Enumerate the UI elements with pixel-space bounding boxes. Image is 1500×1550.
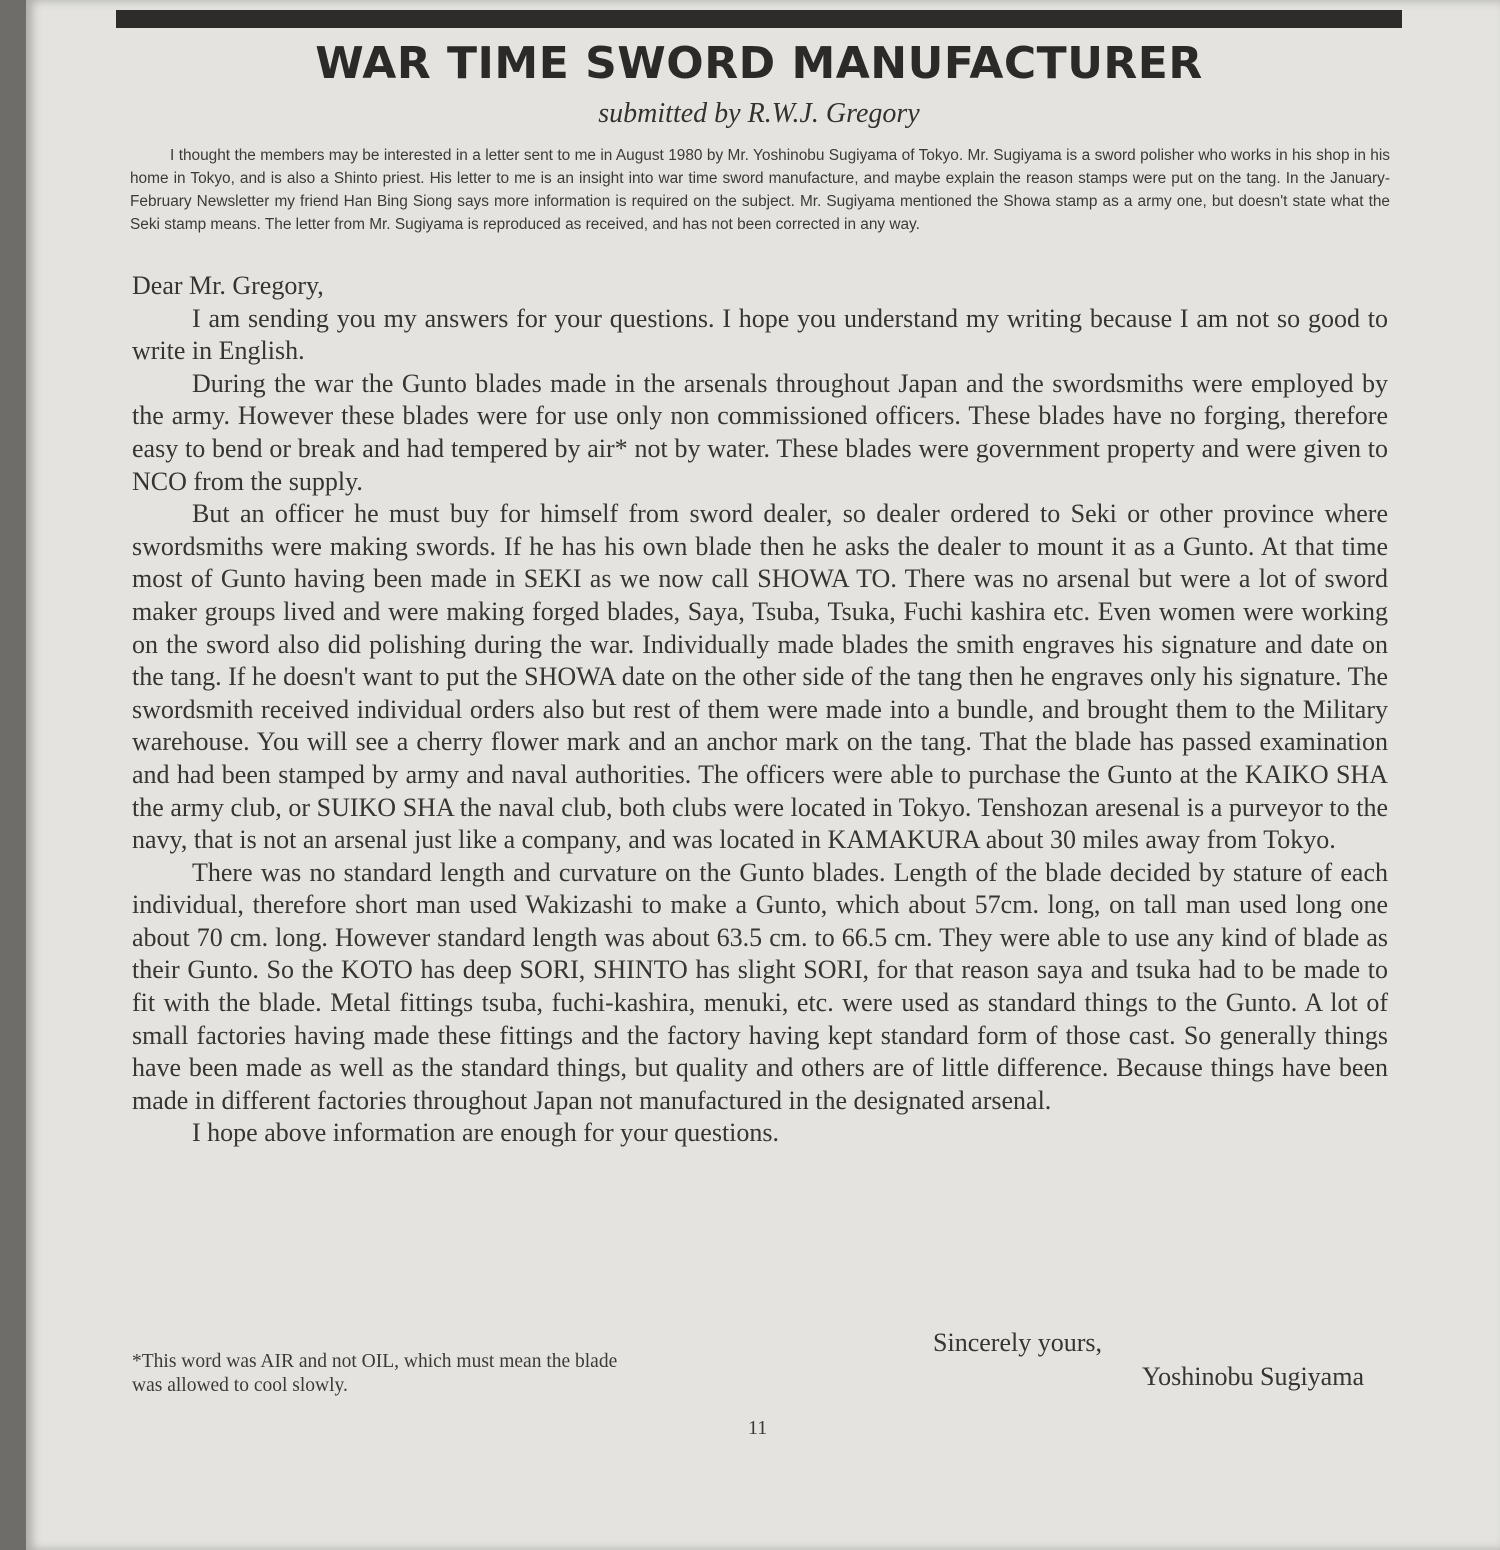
article-byline: submitted by R.W.J. Gregory [598, 98, 920, 129]
top-rule [116, 10, 1402, 28]
letter-closing: Sincerely yours, [933, 1328, 1102, 1357]
letter-signoff [933, 1326, 1364, 1394]
article-intro: I thought the members may be interested in a letter sent to me in August 1980 by Mr. Yoshinobu Sugiyama of Tokyo. Mr. Sugiyama is a sword polisher who works in his shop in his home in Tokyo, and is also a Shinto priest. His letter to me is an insight into war time sword manufacture, and maybe explain the reason stamps were put on the tang. In the January-February Newsletter my friend Han Bing Siong says more information is required on the subject. Mr. Sugiyama mentioned the Showa stamp as a army one, but doesn't state what the Seki stamp means. The letter from Mr. Sugiyama is reproduced as received, and has not been corrected in any way. [130, 147, 1390, 233]
letter-signature: Yoshinobu Sugiyama [1141, 1362, 1364, 1391]
letter-paragraph: But an officer he must buy for himself from sword dealer, so dealer ordered to Seki or other province where swordsmiths were making swords. If he has his own blade then he asks the dealer to mount it as a Gunto. At that time most of Gunto having been made in SEKI as we now call SHOWA TO. There was no arsenal but were a lot of sword maker groups lived and were making forged blades, Saya, Tsuba, Tsuka, Fuchi kashira etc. Even women were working on the sword also did polishing during the war. Individually made blades the smith engraves his signature and date on the tang. If he doesn't want to put the SHOWA date on the other side of the tang then he engraves only his signature. The swordsmith received individual orders also but rest of them were made into a bundle, and brought them to the Military warehouse. You will see a cherry flower mark and an anchor mark on the tang. That the blade has passed examination and had been stamped by army and naval authorities. The officers were able to purchase the Gunto at the KAIKO SHA the army club, or SUIKO SHA the naval club, both clubs were located in Tokyo. Tenshozan aresenal is a purveyor to the navy, that is not an arsenal just like a company, and was located in KAMAKURA about 30 miles away from Tokyo. [132, 499, 1388, 855]
footnote: *This word was AIR and not OIL, which must mean the blade was allowed to cool slowly. [132, 1351, 618, 1396]
page-number: 11 [748, 1417, 768, 1439]
letter-paragraph: During the war the Gunto blades made in the arsenals throughout Japan and the swordsmiths were employed by the army. However these blades were for use only non commissioned officers. These blades have no forging, therefore easy to bend or break and had tempered by air* not by water. These blades were government property and were given to NCO from the supply. [132, 368, 1388, 496]
letter-body [132, 270, 1388, 1150]
article-title: WAR TIME SWORD MANUFACTURER [315, 38, 1203, 89]
letter-paragraph: I am sending you my answers for your questions. I hope you understand my writing because I am not so good to write in English. [132, 303, 1388, 366]
magazine-page [26, 0, 1500, 1550]
letter-paragraph: There was no standard length and curvature on the Gunto blades. Length of the blade decided by stature of each individual, therefore short man used Wakizashi to make a Gunto, which about 57cm. long, on tall man used long one about 70 cm. long. However standard length was about 63.5 cm. to 66.5 cm. They were able to use any kind of blade as their Gunto. So the KOTO has deep SORI, SHINTO has slight SORI, for that reason saya and tsuka had to be made to fit with the blade. Metal fittings tsuba, fuchi-kashira, menuki, etc. were used as standard things to the Gunto. A lot of small factories having made these fittings and the factory having kept standard form of those cast. So generally things have been made as well as the standard things, but quality and others are of little difference. Because things have been made in different factories throughout Japan not manufactured in the designated arsenal. [132, 857, 1388, 1115]
letter-salutation: Dear Mr. Gregory, [132, 271, 324, 300]
letter-paragraph: I hope above information are enough for your questions. [192, 1118, 780, 1148]
